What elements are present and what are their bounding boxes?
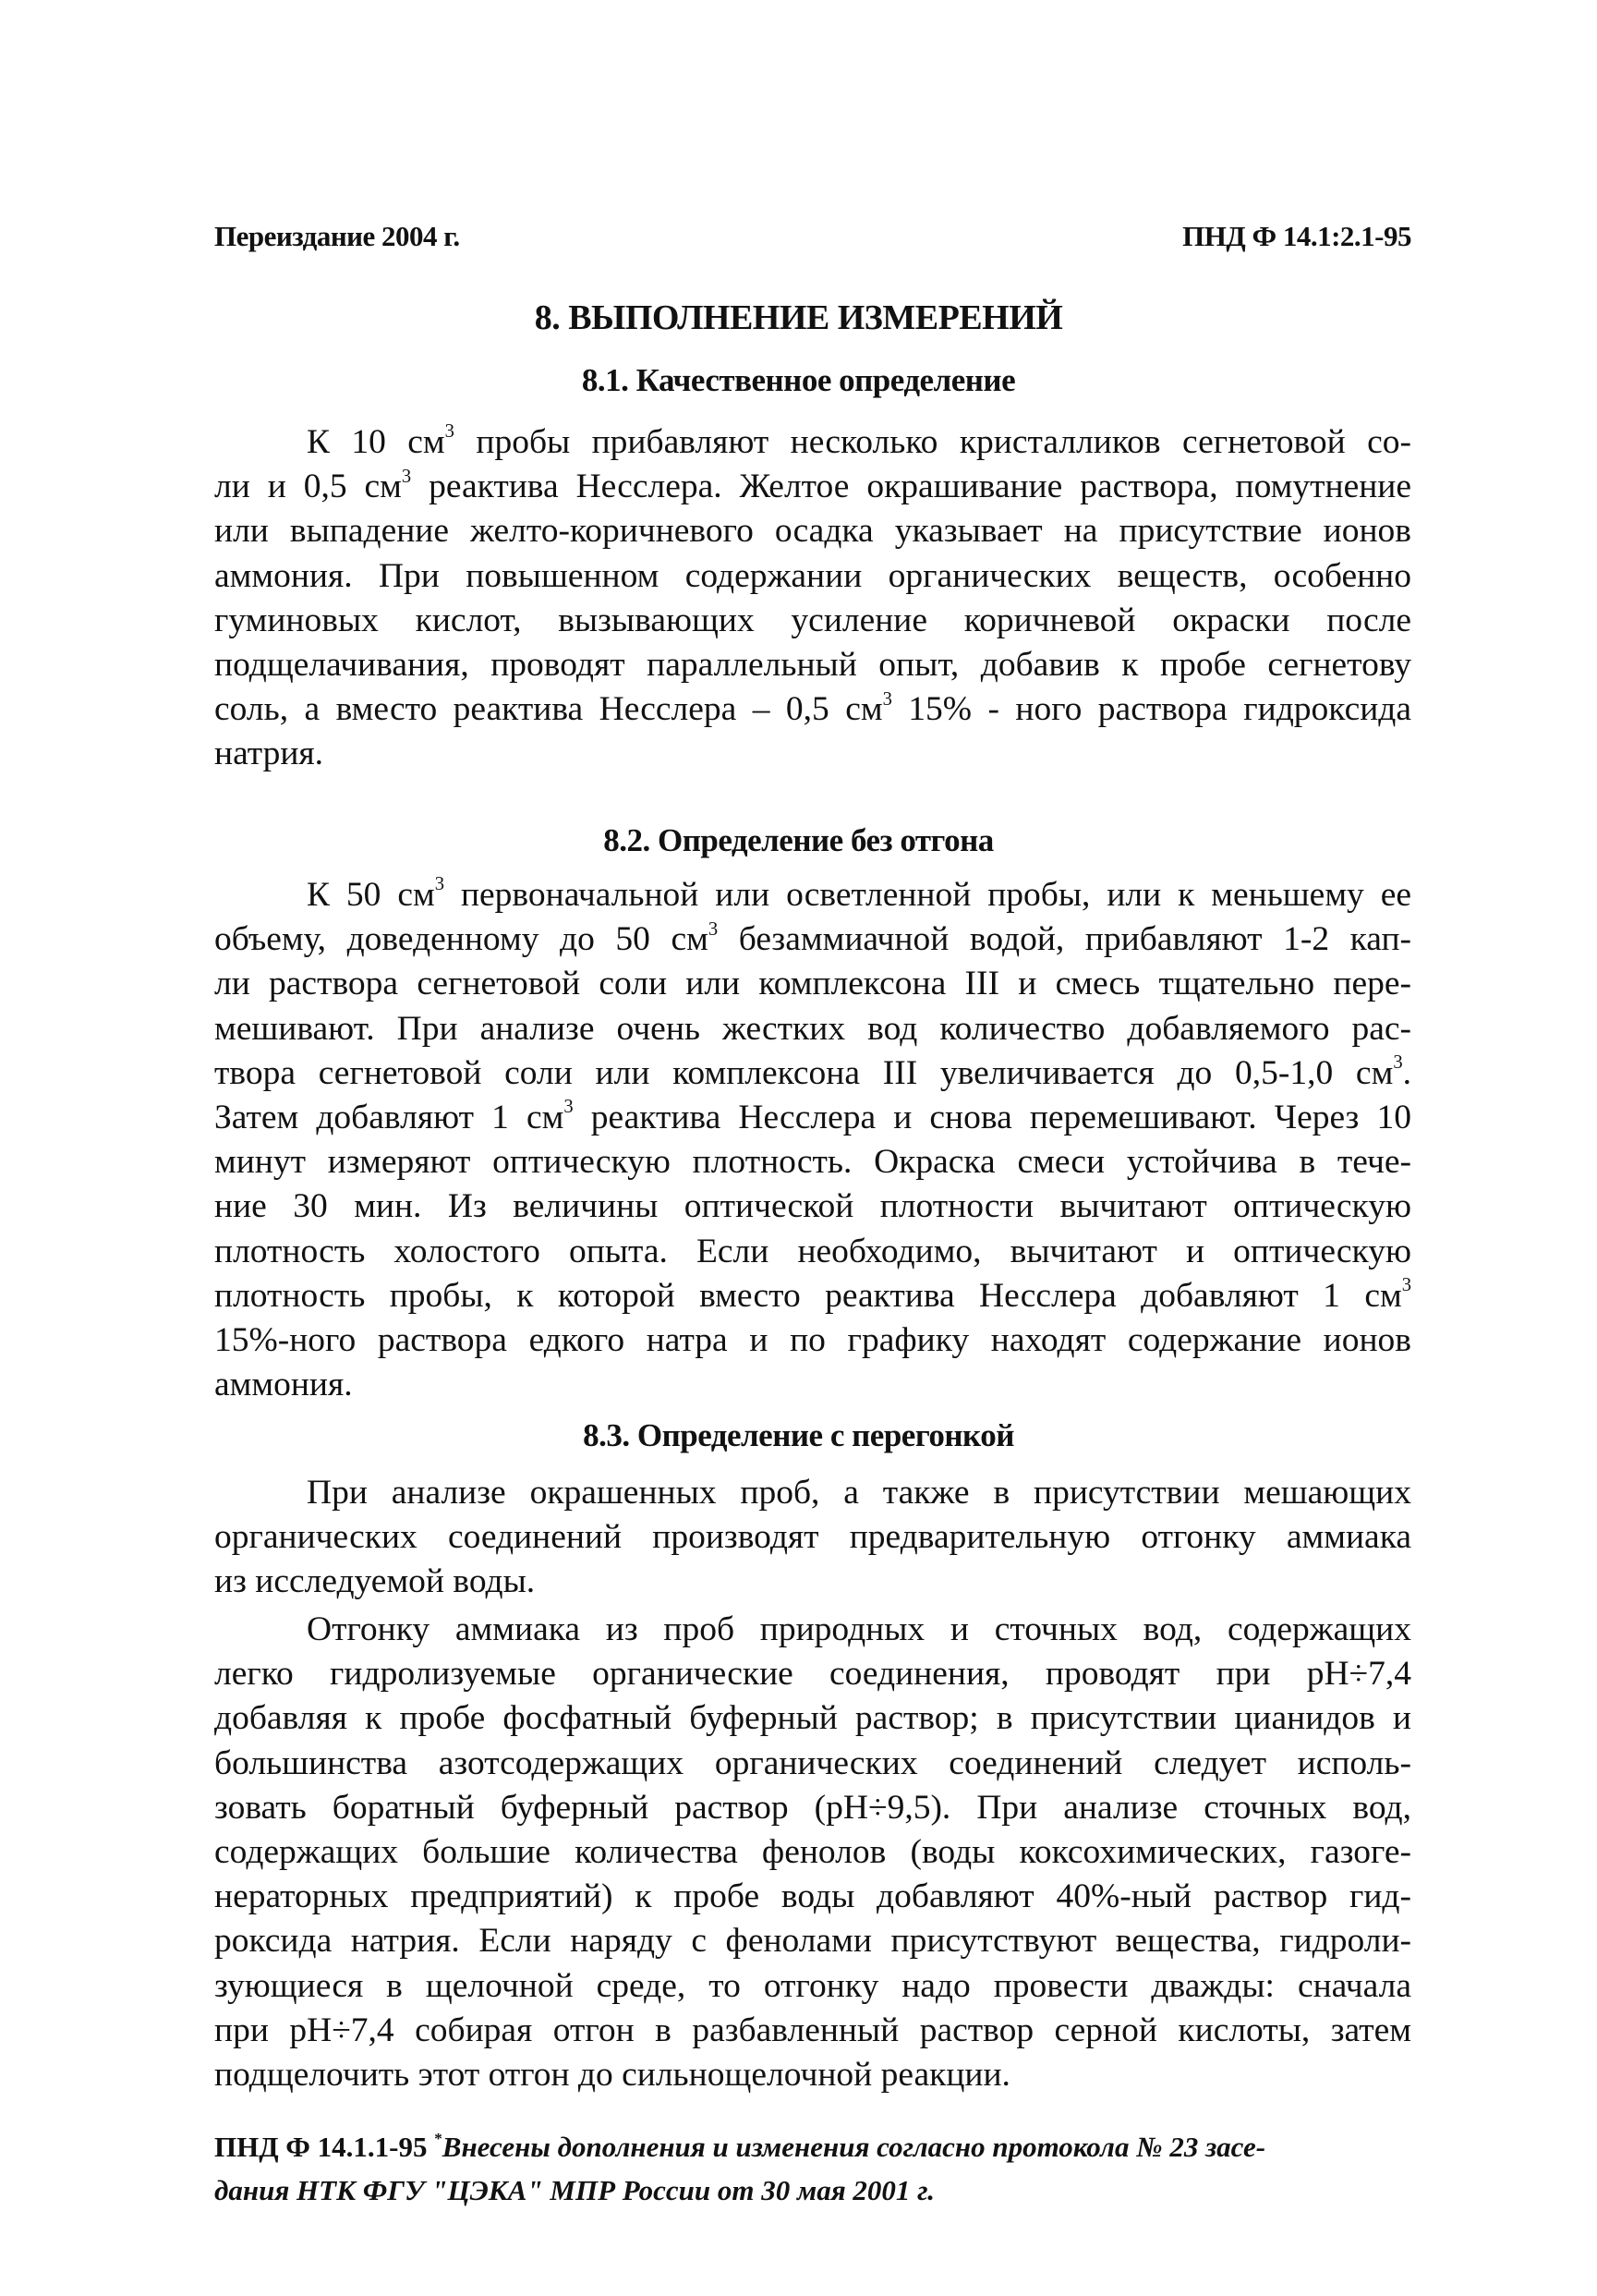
text-segment: мешивают. При анализе очень жестких вод количество добавляемого рас- [214, 1009, 1411, 1048]
text-segment: натрия. [214, 735, 324, 773]
footnote-mark: * [434, 2130, 442, 2148]
text-segment: нераторных предприятий) к пробе воды добавляют 40%-ный раствор гид- [214, 1877, 1411, 1916]
section-title: 8. ВЫПОЛНЕНИЕ ИЗМЕРЕНИЙ [534, 298, 1063, 337]
text-line [214, 465, 1411, 509]
paragraph-8-1 [214, 420, 1411, 777]
text-segment: зовать боратный буферный раствор (рН÷9,5). При анализе сточных вод, [214, 1788, 1411, 1827]
text-line [214, 554, 1411, 599]
text-line [214, 732, 1411, 776]
subsection-title-8-2: 8.2. Определение без отгона [603, 822, 994, 858]
text-line [214, 1184, 1411, 1229]
text-segment: Затем добавляют 1 см [214, 1099, 564, 1137]
subsection-title-8-1: 8.1. Качественное определение [581, 362, 1016, 398]
text-line [214, 599, 1411, 643]
text-segment: При анализе окрашенных проб, а также в присутствии мешающих [307, 1474, 1411, 1512]
text-segment: Отгонку аммиака из проб природных и сточных вод, содержащих [307, 1610, 1411, 1648]
superscript-exponent: 3 [1393, 1052, 1403, 1074]
text-line [214, 1786, 1411, 1830]
text-segment: или выпадение желто-коричневого осадка указывает на присутствие ионов [214, 512, 1411, 551]
text-line [214, 917, 1411, 962]
text-segment: твора сегнетовой соли или комплексона III увеличивается до 0,5-1,0 см [214, 1053, 1394, 1092]
text-line [214, 1007, 1411, 1051]
text-segment: легко гидролизуемые органические соединения, проводят при рН÷7,4 [214, 1655, 1411, 1694]
text-line [214, 1274, 1411, 1318]
text-segment: пробы прибавляют несколько кристалликов сегнетовой со- [454, 423, 1411, 461]
footer-note-line-2: дания НТК ФГУ "ЦЭКА" МПР России от 30 мая 2001 г. [214, 2174, 935, 2206]
superscript-exponent: 3 [401, 466, 412, 487]
text-line [214, 1140, 1411, 1184]
text-segment: аммония. При повышенном содержании органических веществ, особенно [214, 556, 1411, 595]
text-line [214, 1230, 1411, 1274]
text-line [214, 643, 1411, 687]
text-line [214, 2009, 1411, 2053]
text-segment: аммония. [214, 1366, 353, 1404]
text-segment: реактива Несслера. Желтое окрашивание раствора, помутнение [411, 468, 1411, 506]
text-segment: органических соединений производят предварительную отгонку аммиака [214, 1518, 1411, 1557]
page-header [214, 220, 1411, 253]
text-line [214, 1830, 1411, 1875]
text-segment: соль, а вместо реактива Несслера – 0,5 см [214, 690, 883, 729]
text-line [214, 1363, 1411, 1407]
superscript-exponent: 3 [434, 874, 445, 895]
footer-code: ПНД Ф 14.1.1-95 [214, 2131, 428, 2163]
text-line [214, 1696, 1411, 1741]
text-line [214, 1051, 1411, 1096]
text-segment: безаммиачной водой, прибавляют 1-2 кап- [718, 920, 1411, 959]
text-segment: подщелачивания, проводят параллельный опыт, добавив к пробе сегнетову [214, 646, 1411, 685]
text-segment: ние 30 мин. Из величины оптической плотности вычитают оптическую [214, 1187, 1411, 1226]
text-segment: зующиеся в щелочной среде, то отгонку надо провести дважды: сначала [214, 1966, 1411, 2005]
text-segment: большинства азотсодержащих органических соединений следует исполь- [214, 1743, 1411, 1782]
text-segment: объему, доведенному до 50 см [214, 920, 708, 959]
text-segment: подщелочить этот отгон до сильнощелочной реакции. [214, 2056, 1010, 2095]
text-segment: 15% - ного раствора гидроксида [891, 690, 1411, 729]
text-segment: реактива Несслера и снова перемешивают. Через 10 [573, 1099, 1411, 1137]
text-line [214, 687, 1411, 732]
text-line [214, 1875, 1411, 1919]
text-line [214, 2053, 1411, 2097]
text-segment: 15%-ного раствора едкого натра и по графику находят содержание ионов [214, 1321, 1411, 1360]
text-line [214, 1560, 1411, 1604]
text-line [214, 1608, 1411, 1652]
text-line [214, 962, 1411, 1006]
text-line [214, 1964, 1411, 2009]
paragraph-8-2 [214, 873, 1411, 1407]
paragraph-8-3-intro [214, 1471, 1411, 1605]
text-line [214, 873, 1411, 917]
text-segment: плотность холостого опыта. Если необходимо, вычитают и оптическую [214, 1232, 1411, 1270]
page-footer [214, 2125, 1411, 2212]
text-segment: первоначальной или осветленной пробы, или к меньшему ее [444, 876, 1412, 914]
text-line [214, 1515, 1411, 1560]
text-line [214, 1471, 1411, 1515]
superscript-exponent: 3 [1401, 1275, 1411, 1296]
superscript-exponent: 3 [563, 1097, 574, 1118]
text-segment: добавляя к пробе фосфатный буферный раствор; в присутствии цианидов и [214, 1699, 1411, 1738]
document-code: ПНД Ф 14.1:2.1-95 [1182, 220, 1411, 252]
text-segment: минут измеряют оптическую плотность. Окраска смеси устойчива в тече- [214, 1143, 1411, 1182]
text-segment: . [1402, 1053, 1411, 1092]
footer-line-1 [214, 2125, 1411, 2168]
text-line [214, 1096, 1411, 1140]
text-line [214, 1318, 1411, 1363]
subsection-title-8-3: 8.3. Определение с перегонкой [583, 1417, 1014, 1453]
superscript-exponent: 3 [882, 688, 892, 710]
text-segment: плотность пробы, к которой вместо реактива Несслера добавляют 1 см [214, 1276, 1402, 1315]
footer-note-line-1: Внесены дополнения и изменения согласно протокола № 23 засе- [442, 2131, 1266, 2163]
text-line [214, 1919, 1411, 1963]
superscript-exponent: 3 [708, 918, 719, 940]
text-segment: ли и 0,5 см [214, 468, 402, 506]
text-line [214, 1652, 1411, 1696]
text-line [214, 420, 1411, 465]
text-segment: содержащих большие количества фенолов (воды коксохимических, газоге- [214, 1833, 1411, 1872]
text-segment: К 50 см [307, 876, 435, 914]
text-segment: ли раствора сегнетовой соли или комплексона III и смесь тщательно пере- [214, 965, 1411, 1003]
text-segment: из исследуемой воды. [214, 1562, 536, 1601]
text-segment: гуминовых кислот, вызывающих усиление коричневой окраски после [214, 601, 1411, 639]
paragraph-8-3-distillation [214, 1608, 1411, 2097]
text-segment: при рН÷7,4 собирая отгон в разбавленный раствор серной кислоты, затем [214, 2011, 1411, 2049]
superscript-exponent: 3 [444, 421, 454, 443]
text-line [214, 509, 1411, 553]
text-line [214, 1742, 1411, 1786]
edition-label: Переиздание 2004 г. [214, 220, 460, 252]
text-segment: К 10 см [307, 423, 445, 461]
text-segment: роксида натрия. Если наряду с фенолами присутствуют вещества, гидроли- [214, 1922, 1411, 1961]
